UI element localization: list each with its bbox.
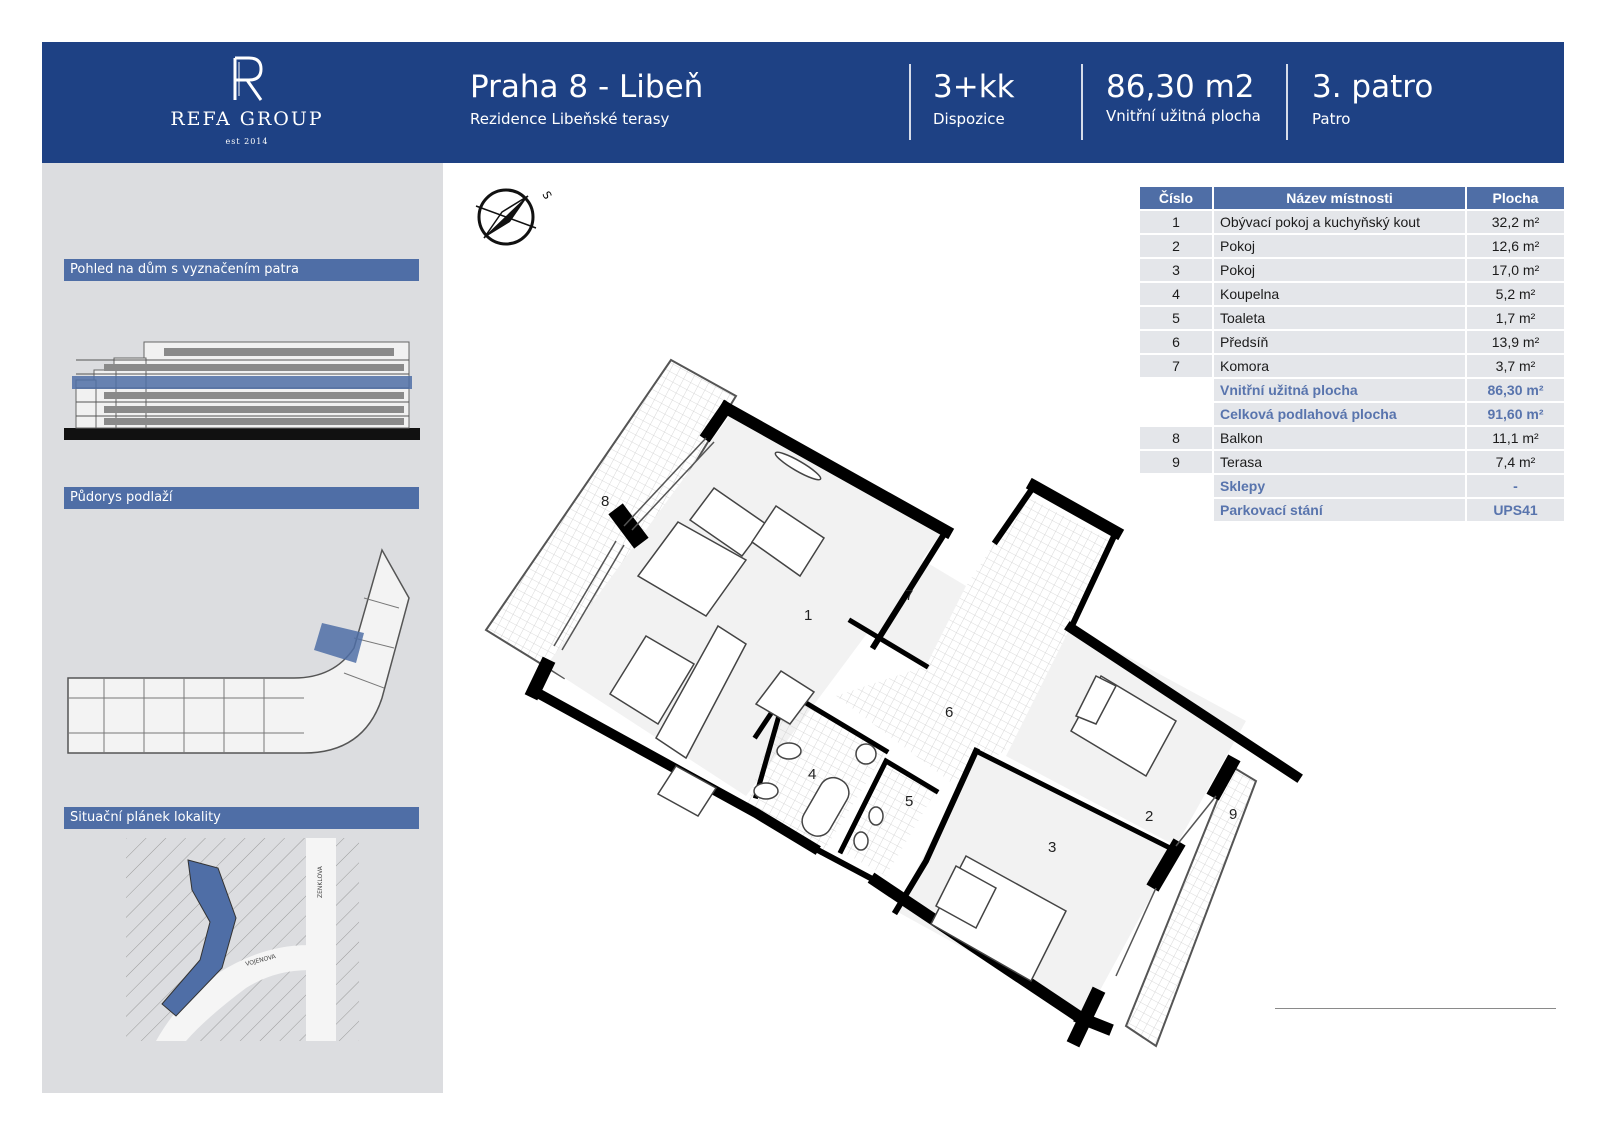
header-banner	[42, 42, 1564, 163]
brand-name: REFA GROUP	[170, 108, 324, 130]
highlighted-unit	[314, 623, 364, 663]
room-area: 3,7 m²	[1467, 355, 1564, 377]
room-label-8: 8	[601, 493, 610, 510]
floor-block	[1312, 68, 1433, 129]
refa-logo-icon	[227, 54, 267, 104]
header-divider	[909, 64, 911, 140]
floor-value: 3. patro	[1312, 69, 1434, 105]
extra-name: Parkovací stání	[1214, 499, 1467, 521]
north-letter: S	[539, 189, 555, 202]
floorplan-section-label: Půdorys podlaží	[64, 487, 419, 509]
room-area: 1,7 m²	[1467, 307, 1564, 329]
total-name: Vnitřní užitná plocha	[1214, 379, 1467, 401]
room-name: Balkon	[1214, 427, 1467, 449]
col-header-name: Název místnosti	[1214, 187, 1467, 209]
room-label-1: 1	[804, 607, 813, 624]
street-label: VOJENOVA	[244, 953, 277, 968]
layout-label: Dispozice	[933, 110, 1005, 128]
room-area: 11,1 m²	[1467, 427, 1564, 449]
room-number: 1	[1140, 211, 1214, 233]
location-title: Praha 8 - Libeň	[470, 69, 704, 105]
street-label: ZENKLOVA	[317, 866, 324, 898]
sidebar-panel	[42, 163, 443, 1093]
extra-name: Sklepy	[1214, 475, 1467, 497]
room-name: Komora	[1214, 355, 1467, 377]
room-number: 5	[1140, 307, 1214, 329]
facade-section-label: Pohled na dům s vyznačením patra	[64, 259, 419, 281]
room-number: 6	[1140, 331, 1214, 353]
room-number: 3	[1140, 259, 1214, 281]
room-label-3: 3	[1048, 839, 1057, 856]
extra-value: UPS41	[1467, 499, 1564, 521]
location-subtitle: Rezidence Libeňské terasy	[470, 110, 670, 128]
area-block	[1106, 68, 1261, 126]
extra-value: -	[1467, 475, 1564, 497]
floor-plan-drawing	[456, 176, 1336, 1086]
col-header-area: Plocha	[1467, 187, 1564, 209]
room-area: 32,2 m²	[1467, 211, 1564, 233]
layout-value: 3+kk	[933, 69, 1015, 105]
header-divider	[1286, 64, 1288, 140]
floor-plan-overview-image	[64, 538, 420, 768]
location-block	[470, 68, 703, 129]
room-label-9: 9	[1229, 806, 1238, 823]
area-label: Vnitřní užitná plocha	[1106, 107, 1261, 125]
room-area: 17,0 m²	[1467, 259, 1564, 281]
room-number: 7	[1140, 355, 1214, 377]
site-map-image	[126, 838, 359, 1041]
room-area: 13,9 m²	[1467, 331, 1564, 353]
room-number: 9	[1140, 451, 1214, 473]
total-name: Celková podlahová plocha	[1214, 403, 1467, 425]
brand-logo	[152, 54, 342, 158]
total-area: 86,30 m²	[1467, 379, 1564, 401]
compass-icon	[476, 189, 554, 244]
signature-line	[1275, 1008, 1556, 1009]
floor-label: Patro	[1312, 110, 1351, 128]
room-number: 4	[1140, 283, 1214, 305]
room-number: 8	[1140, 427, 1214, 449]
highlighted-floor	[72, 376, 412, 389]
header-divider	[1081, 64, 1083, 140]
facade-view-image	[64, 328, 420, 443]
total-area: 91,60 m²	[1467, 403, 1564, 425]
room-name: Pokoj	[1214, 259, 1467, 281]
room-name: Toaleta	[1214, 307, 1467, 329]
room-area: 12,6 m²	[1467, 235, 1564, 257]
room-name: Terasa	[1214, 451, 1467, 473]
area-value: 86,30 m2	[1106, 69, 1255, 105]
room-label-5: 5	[905, 793, 914, 810]
room-name: Koupelna	[1214, 283, 1467, 305]
brand-established: est 2014	[225, 137, 269, 146]
room-label-7: 7	[905, 587, 914, 604]
site-section-label: Situační plánek lokality	[64, 807, 419, 829]
room-label-4: 4	[808, 766, 817, 783]
room-label-6: 6	[945, 704, 954, 721]
col-header-number: Číslo	[1140, 187, 1214, 209]
room-area: 5,2 m²	[1467, 283, 1564, 305]
room-name: Předsíň	[1214, 331, 1467, 353]
room-name: Obývací pokoj a kuchyňský kout	[1214, 211, 1467, 233]
layout-block	[933, 68, 1015, 129]
apartment-plan	[486, 360, 1296, 1046]
room-name: Pokoj	[1214, 235, 1467, 257]
room-label-2: 2	[1145, 808, 1154, 825]
room-number: 2	[1140, 235, 1214, 257]
room-area: 7,4 m²	[1467, 451, 1564, 473]
